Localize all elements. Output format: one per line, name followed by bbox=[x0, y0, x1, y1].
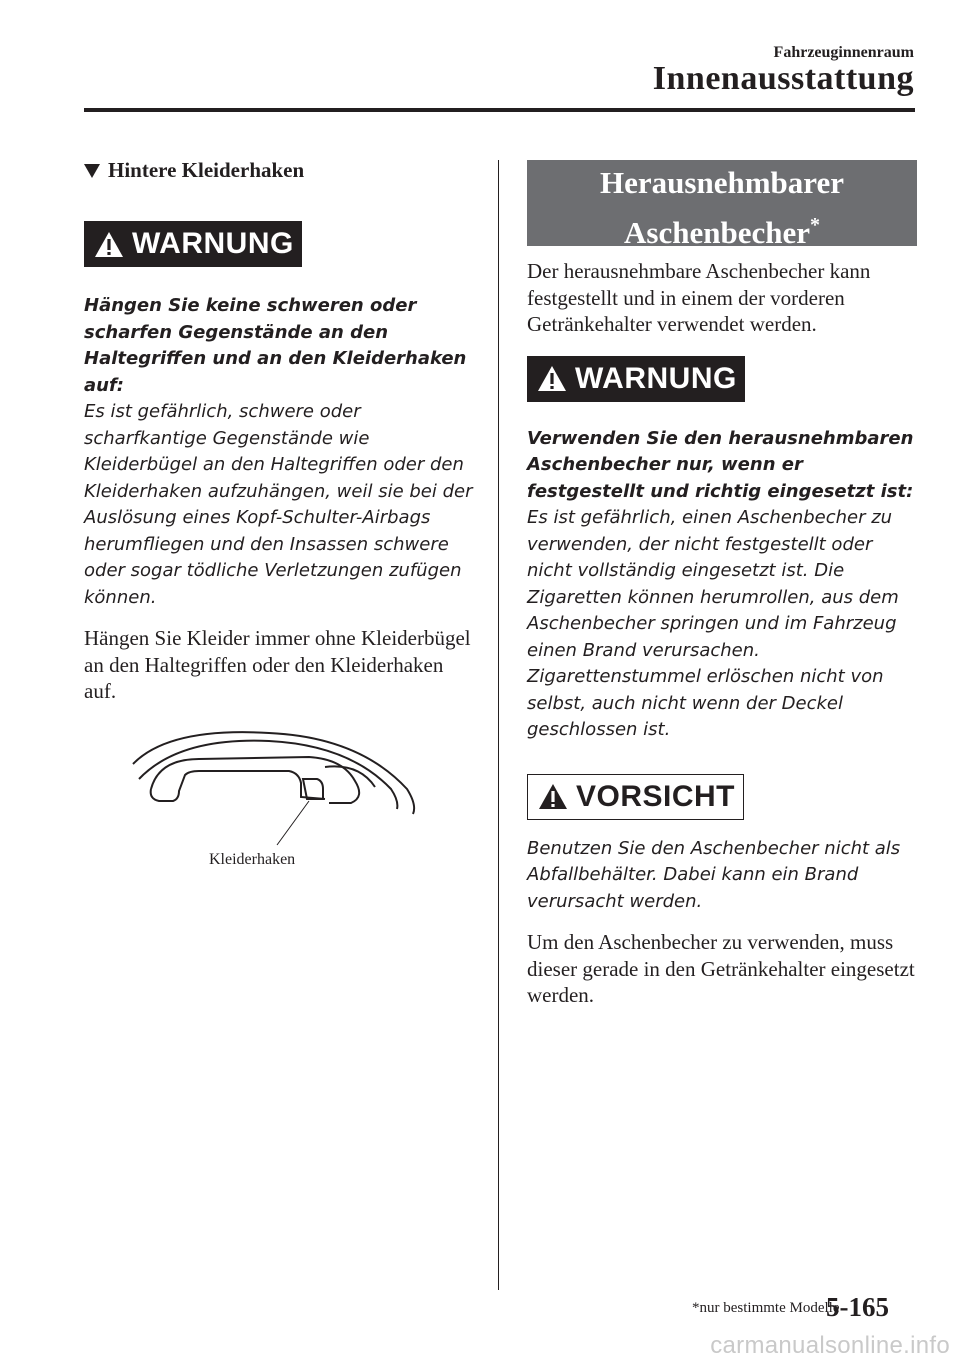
warning-triangle-icon bbox=[94, 231, 124, 258]
warning-text bbox=[84, 293, 479, 611]
warning-body-text: Es ist gefährlich, einen Aschenbecher zu verwenden, der nicht festgestellt oder nicht vollständig eingesetzt ist. Die Zigaretten können herumrollen, aus dem Aschenbecher springen und im Fahrzeug einen Brand verursachen. Zigarettenstummel erlöschen nicht von selbst, auch nicht wenn der Deckel geschlossen ist. bbox=[527, 507, 899, 740]
warning-badge bbox=[527, 356, 745, 402]
warning-body-text: Es ist gefährlich, schwere oder scharfkantige Gegenstände wie Kleiderbügel an den Haltegriffen oder den Kleiderhaken aufzuhängen, weil sie bei der Auslösung eines Kopf-Schulter-Airbags herumfliegen und den Insassen schwere oder sogar tödliche Verletzungen zufügen können. bbox=[84, 401, 473, 608]
column-divider bbox=[498, 160, 499, 1290]
chapter-title: Fahrzeuginnenraum bbox=[773, 44, 914, 61]
header-rule bbox=[84, 108, 915, 112]
intro-paragraph: Der herausnehmbare Aschenbecher kann festgestellt und in einem der vorderen Getränkehalter verwendet werden. bbox=[527, 259, 871, 336]
figure-label: Kleiderhaken bbox=[209, 850, 296, 868]
coat-hook-illustration bbox=[84, 719, 479, 879]
title-footnote-mark: * bbox=[809, 214, 820, 236]
warning-bold-text: Hängen Sie keine schweren oder scharfen Gegenstände an den Haltegriffen und an den Kleiderhaken auf: bbox=[84, 295, 467, 396]
page-number: 5-165 bbox=[826, 1292, 889, 1322]
subsection-heading bbox=[84, 158, 479, 183]
right-column bbox=[527, 160, 917, 1009]
body-paragraph: Hängen Sie Kleider immer ohne Kleiderbügel an den Haltegriffen oder den Kleiderhaken auf. bbox=[84, 626, 471, 703]
warning-badge-label: WARNUNG bbox=[575, 361, 737, 395]
warning-bold-text: Verwenden Sie den herausnehmbaren Aschenbecher nur, wenn er festgestellt und richtig eingesetzt ist: bbox=[527, 427, 914, 502]
left-column bbox=[84, 158, 479, 879]
warning-badge bbox=[84, 221, 302, 267]
section-title: Innenausstattung bbox=[652, 60, 914, 97]
title-line-1: Herausnehmbarer bbox=[600, 165, 844, 200]
grab-handle-drawing bbox=[129, 719, 429, 849]
warning-text bbox=[527, 426, 917, 744]
subsection-heading-text: Hintere Kleiderhaken bbox=[108, 158, 305, 182]
caution-text: Benutzen Sie den Aschenbecher nicht als Abfallbehälter. Dabei kann ein Brand verursacht werden. bbox=[527, 837, 901, 912]
title-line-2: Aschenbecher bbox=[624, 215, 810, 250]
triangle-bullet-icon bbox=[84, 164, 100, 178]
footnote: *nur bestimmte Modelle bbox=[692, 1300, 840, 1316]
warning-badge-label: WARNUNG bbox=[132, 227, 294, 260]
usage-paragraph: Um den Aschenbecher zu verwenden, muss dieser gerade in den Getränkehalter eingesetzt werden. bbox=[527, 930, 915, 1007]
caution-triangle-icon bbox=[538, 783, 568, 810]
watermark: carmanualsonline.info bbox=[710, 1332, 950, 1359]
warning-triangle-icon bbox=[537, 365, 567, 392]
caution-badge-label: VORSICHT bbox=[576, 779, 736, 813]
caution-badge bbox=[527, 774, 744, 820]
section-title-box bbox=[527, 160, 917, 250]
